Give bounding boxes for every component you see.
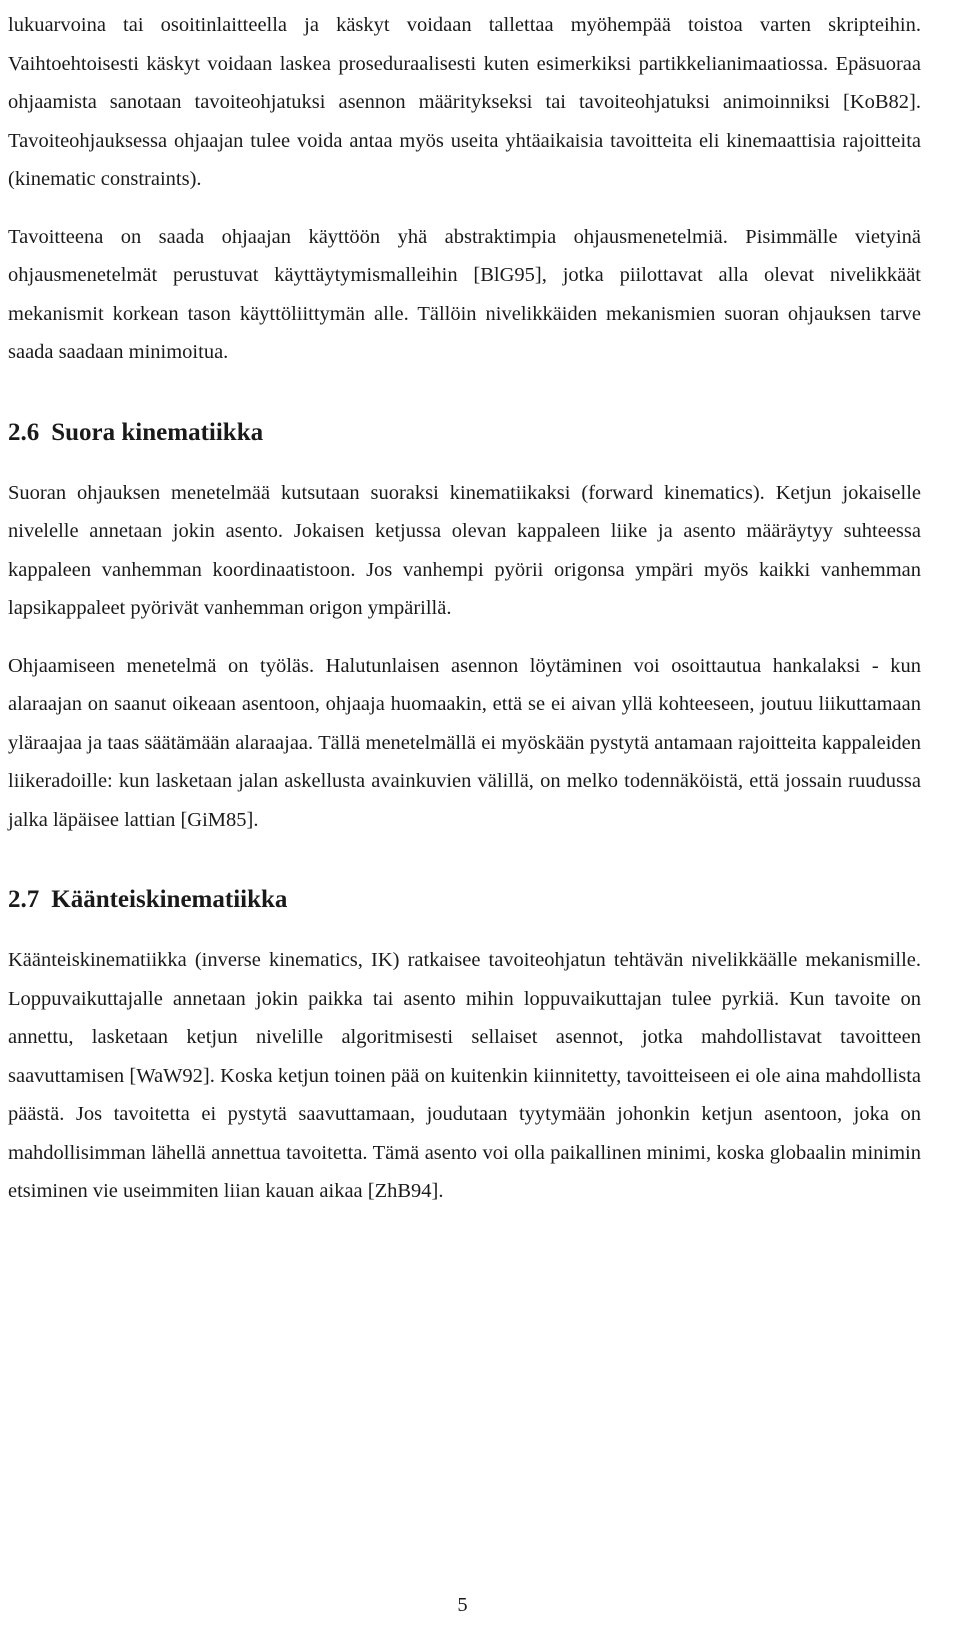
section-title: Käänteiskinematiikka (51, 886, 288, 913)
section-heading-forward-kinematics (8, 418, 921, 448)
section-number: 2.7 (8, 886, 40, 913)
paragraph-abstract-control-methods: Tavoitteena on saada ohjaajan käyttöön yhä abstraktimpia ohjausmenetelmiä. Pisimmälle vietyinä ohjausmenetelmät perustuvat käyttäytymismalleihin [BlG95], jotka piilottavat alla olevat nivelikkäät mekanismit korkean tason käyttöliittymän alle. Tällöin nivelikkäiden mekanismien suoran ohjauksen tarve saada saadaan minimoitua. (8, 225, 921, 363)
section-heading-inverse-kinematics (8, 885, 921, 915)
document-page (8, 0, 921, 1211)
paragraph-inverse-kinematics-definition: Käänteiskinematiikka (inverse kinematics, IK) ratkaisee tavoiteohjatun tehtävän nivelikkäälle mekanismille. Loppuvaikuttajalle annetaan jokin paikka tai asento mihin loppuvaikuttajan tulee pyrkiä. Kun tavoite on annettu, lasketaan ketjun nivelille algoritmisesti sellaiset asennot, jotka mahdollistavat tavoitteen saavuttamisen [WaW92]. Koska ketjun toinen pää on kuitenkin kiinnitetty, tavoitteiseen ei ole aina mahdollista päästä. Jos tavoitetta ei pystytä saavuttamaan, joudutaan tyytymään johonkin ketjun asentoon, joka on mahdollisimman lähellä annettua tavoitetta. Tämä asento voi olla paikallinen minimi, koska globaalin minimin etsiminen vie useimmiten liian kauan aikaa [ZhB94]. (8, 949, 921, 1202)
paragraph-goal-directed-control: lukuarvoina tai osoitinlaitteella ja käskyt voidaan tallettaa myöhempää toistoa varten skripteihin. Vaihtoehtoisesti käskyt voidaan laskea proseduraalisesti kuten esimerkiksi partikkelianimaatiossa. Epäsuoraa ohjaamista sanotaan tavoiteohjatuksi asennon määritykseksi tai tavoiteohjatuksi animoinniksi [KoB82]. Tavoiteohjauksessa ohjaajan tulee voida antaa myös useita yhtäaikaisia tavoitteita eli kinemaattisia rajoitteita (kinematic constraints). (8, 14, 921, 190)
section-number: 2.6 (8, 418, 40, 446)
page-number: 5 (457, 1594, 468, 1616)
paragraph-forward-kinematics-drawbacks: Ohjaamiseen menetelmä on työläs. Halutunlaisen asennon löytäminen voi osoittautua hankalaksi - kun alaraajan on saanut oikeaan asentoon, ohjaaja huomaakin, että se ei aivan yllä kohteeseen, joutuu liikuttamaan yläraajaa ja taas säätämään alaraajaa. Tällä menetelmällä ei myöskään pystytä antamaan rajoitteita kappaleiden liikeradoille: kun lasketaan jalan askellusta avainkuvien välillä, on melko todennäköistä, että jossain ruudussa jalka läpäisee lattian [GiM85]. (8, 654, 921, 831)
paragraph-forward-kinematics-definition: Suoran ohjauksen menetelmää kutsutaan suoraksi kinematiikaksi (forward kinematics). Ketjun jokaiselle nivelelle annetaan jokin asento. Jokaisen ketjussa olevan kappaleen liike ja asento määräytyy suhteessa kappaleen vanhemman koordinaatistoon. Jos vanhempi pyörii origonsa ympäri myös kaikki vanhemman lapsikappaleet pyörivät vanhemman origon ympärillä. (8, 481, 921, 619)
section-title: Suora kinematiikka (51, 418, 264, 446)
